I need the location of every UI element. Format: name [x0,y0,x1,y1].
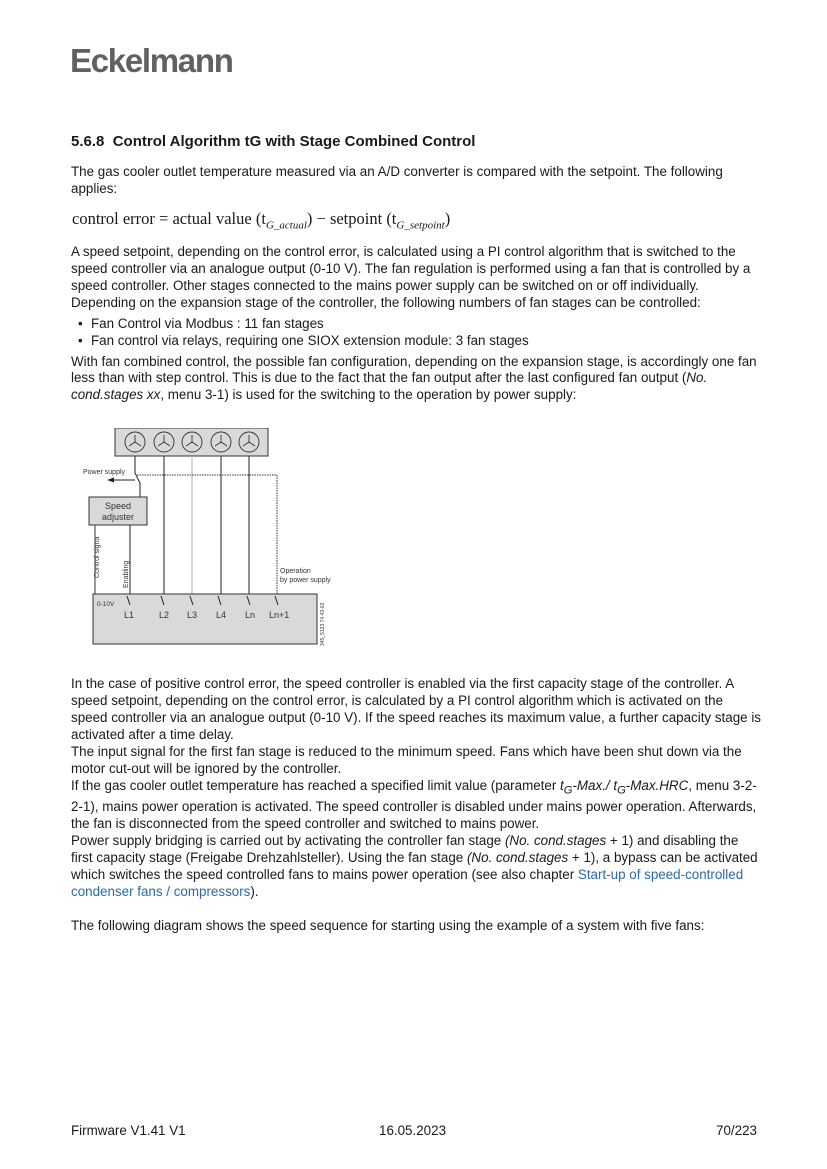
svg-text:Speed: Speed [104,501,132,512]
limit-value-paragraph [71,778,761,833]
diagram-intro-paragraph: The following diagram shows the speed sequence for starting using the example of a system with five fans: [71,917,705,933]
svg-text:L3: L3 [187,610,198,621]
text: Power supply bridging is carried out by activating the controller fan stage [71,833,505,849]
intro-paragraph: The gas cooler outlet temperature measured via an A/D converter is compared with the setpoint. The following applies: [71,164,723,196]
section-heading [71,132,761,152]
text: If the gas cooler outlet temperature has reached a specified limit value (parameter [71,777,561,793]
svg-text:345_5123 74 43-03: 345_5123 74 43-03 [320,602,326,647]
list-item: • Fan control via relays, requiring one SIOX extension module: 3 fan stages [91,333,761,350]
section-title: Control Algorithm tG with Stage Combined Control [112,133,476,150]
svg-text:by power supply: by power supply [280,577,331,585]
svg-text:Enabling: Enabling [123,561,130,589]
formula-end: ) [444,208,451,228]
text: With fan combined control, the possible fan configuration, depending on the expansion stage, is accordingly one fan less than with step control. This is due to the fact that the fan output after the last configured fan output ( [71,353,757,386]
text: + 1) and disabling the first capacity stage (Freigabe Drehzahlsteller). Using the fan stage [71,833,739,865]
fan-stage-list [71,316,761,350]
svg-text:Ln: Ln [245,610,256,621]
document-date: 16.05.2023 [379,1123,447,1138]
pi-paragraph: A speed setpoint, depending on the control error, is calculated using a PI control algorithm that is switched to the speed controller via an analogue output (0-10 V). The fan regulation is performed using a fan that is controlled by a speed controller. Other stages connected to the mains power supply can be switched on or off individually. [71,244,751,293]
text: ). [250,883,259,899]
document-body [71,132,761,935]
svg-text:Operation: Operation [280,568,311,576]
parameter-name: (No. cond.stages [504,833,607,849]
eckelmann-logo: Eckelmann [70,42,233,79]
input-signal-paragraph: The input signal for the first fan stage is reduced to the minimum speed. Fans which have been shut down via the motor cut-out will be ignored by the controller. [71,743,742,776]
svg-text:adjuster: adjuster [101,512,135,523]
formula-setpoint-sub: G_setpoint [396,219,445,232]
svg-text:Ln+1: Ln+1 [269,610,290,621]
expansion-paragraph: Depending on the expansion stage of the controller, the following numbers of fan stages can be controlled: [71,294,701,310]
formula-mid: ) − setpoint (t [306,208,397,228]
page-number: 70/223 [716,1123,757,1138]
text: + 1), a bypass can be activated which switches the speed controlled fans to mains power operation (see also chapter [71,850,758,882]
parameter-name: (No. cond.stages [466,850,569,865]
parameter-name: $t_G-Max./$ $t_G-Max.HRC$ [560,777,689,797]
svg-text:0-10V: 0-10V [97,601,115,609]
list-item: • Fan Control via Modbus : 11 fan stages [91,316,761,333]
svg-text:Power supply: Power supply [83,469,126,477]
wiring-diagram [77,428,347,648]
formula-lhs: control error = actual value (t [72,208,266,228]
section-number: 5.6.8 [71,133,105,150]
text: , menu 3-1) is used for the switching to the operation by power supply: [160,387,577,403]
formula-actual-sub: G_actual [265,219,307,232]
svg-text:L4: L4 [216,610,227,621]
parameter-name: No. cond.stages xx [71,370,708,403]
text: , menu 3-2-2-1), mains power operation is activated. The speed controller is disabled under mains power operation. Afterwards, the fan is disconnected from the speed controller and switched to mains power. [71,777,757,832]
svg-text:L2: L2 [159,610,170,621]
bridging-paragraph [71,833,761,901]
firmware-version: Firmware V1.41 V1 [71,1123,186,1138]
svg-text:Control signa: Control signa [94,537,101,579]
svg-text:L1: L1 [124,610,135,621]
positive-error-paragraph: In the case of positive control error, the speed controller is enabled via the first capacity stage of the controller. A speed setpoint, depending on the control error, is calculated by a PI control algorithm which is activated on the speed controller via an analogue output (0-10 V). If the speed reaches its maximum value, a further capacity stage is activated after a time delay. [71,676,761,742]
startup-chapter-link[interactable]: Start-up of speed-controlled condenser fans / compressors [71,866,744,899]
control-error-formula [72,208,761,236]
combined-control-paragraph [71,354,761,405]
